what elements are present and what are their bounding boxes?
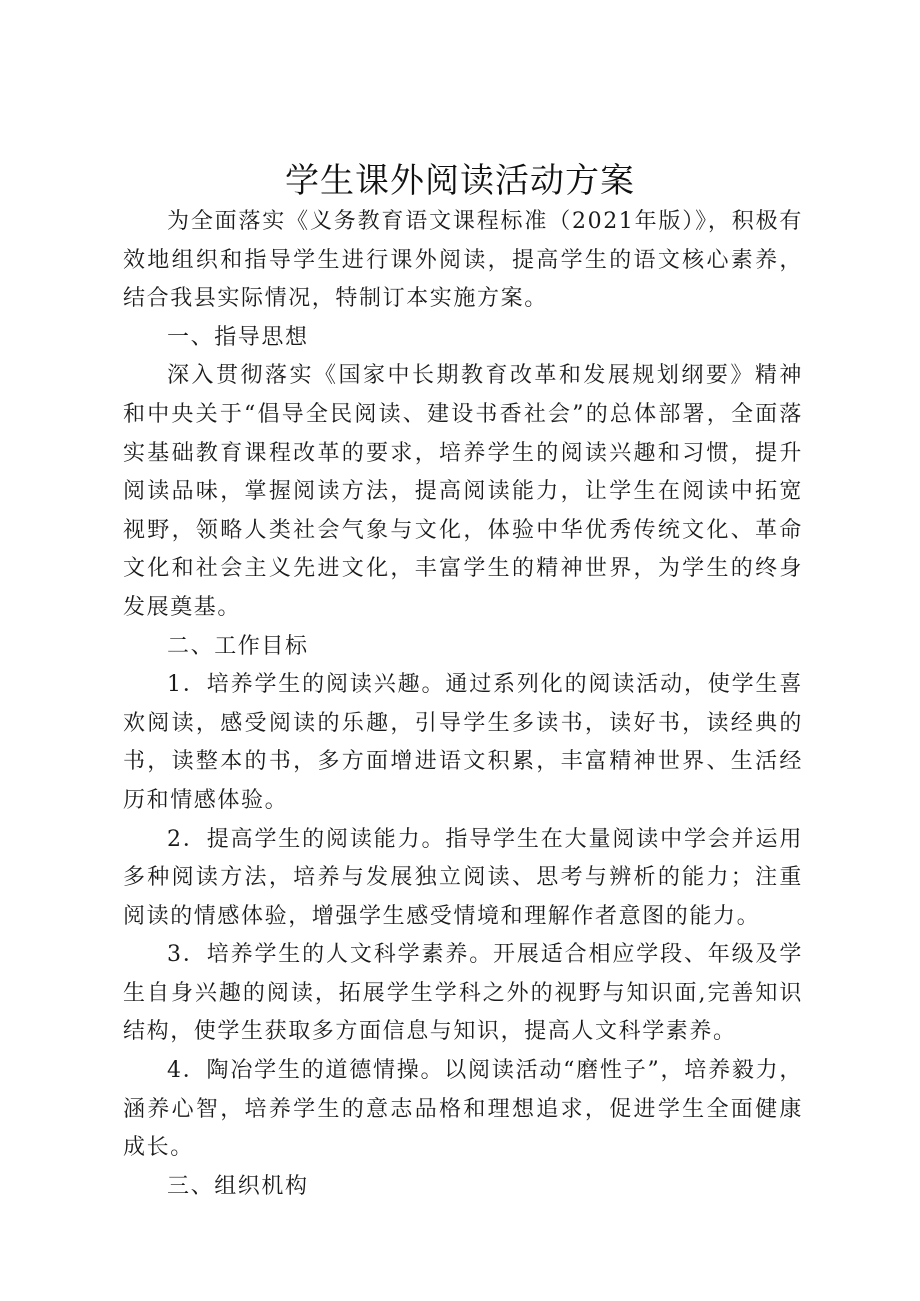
section-heading-work-goals: 二、工作目标 bbox=[167, 633, 309, 659]
intro-paragraph: 为全面落实《义务教育语文课程标准（2021年版）》，积极有效地组织和指导学生进行课外阅读，提高学生的语文核心素养，结合我县实际情况，特制订本实施方案。 bbox=[123, 209, 803, 312]
goal-item-1: 1．培养学生的阅读兴趣。通过系列化的阅读活动，使学生喜欢阅读，感受阅读的乐趣，引导学生多读书，读好书，读经典的书，读整本的书，多方面增进语文积累，丰富精神世界、生活经历和情感体验。 bbox=[123, 672, 803, 813]
guiding-thought-paragraph: 深入贯彻落实《国家中长期教育改革和发展规划纲要》精神和中央关于“倡导全民阅读、建设书香社会”的总体部署，全面落实基础教育课程改革的要求，培养学生的阅读兴趣和习惯，提升阅读品味，掌握阅读方法，提高阅读能力，让学生在阅读中拓宽视野，领略人类社会气象与文化，体验中华优秀传统文化、革命文化和社会主义先进文化，丰富学生的精神世界，为学生的终身发展奠基。 bbox=[123, 363, 803, 620]
page-title: 学生课外阅读活动方案 bbox=[285, 161, 635, 201]
document-body bbox=[123, 203, 803, 1206]
goal-item-4: 4．陶冶学生的道德情操。以阅读活动“磨性子”，培养毅力，涵养心智，培养学生的意志品格和理想追求，促进学生全面健康成长。 bbox=[123, 1058, 803, 1161]
goal-item-3: 3．培养学生的人文科学素养。开展适合相应学段、年级及学生自身兴趣的阅读，拓展学生学科之外的视野与知识面,完善知识结构，使学生获取多方面信息与知识，提高人文科学素养。 bbox=[123, 942, 803, 1045]
section-heading-organization: 三、组织机构 bbox=[167, 1173, 309, 1199]
goal-item-2: 2．提高学生的阅读能力。指导学生在大量阅读中学会并运用多种阅读方法，培养与发展独立阅读、思考与辨析的能力；注重阅读的情感体验，增强学生感受情境和理解作者意图的能力。 bbox=[123, 826, 803, 929]
section-heading-guiding-thought: 一、指导思想 bbox=[167, 324, 309, 350]
